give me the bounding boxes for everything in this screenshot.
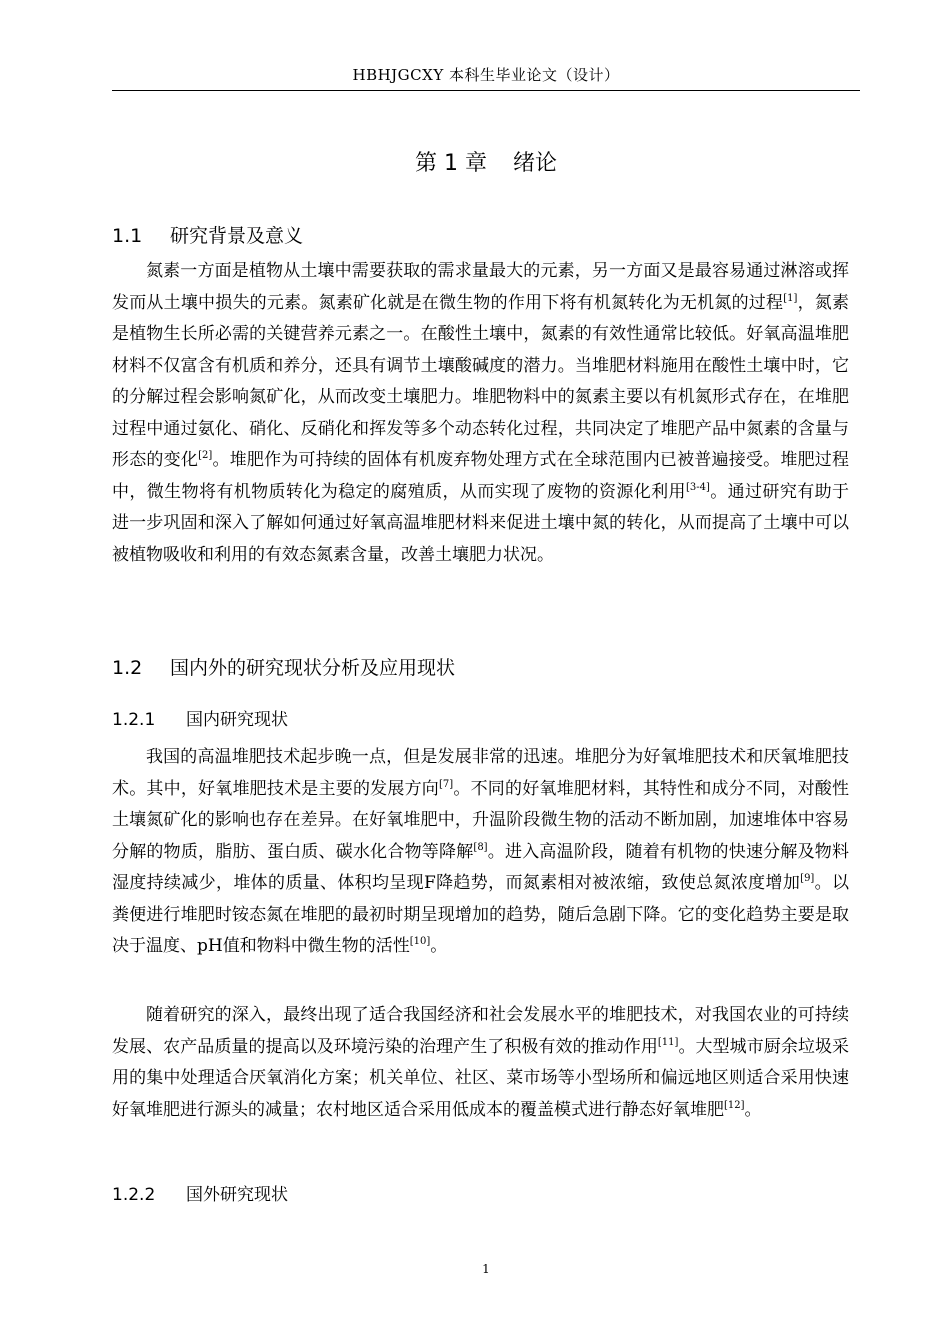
citation: [2] xyxy=(198,450,213,461)
header-rule xyxy=(112,90,860,91)
subsection-title: 国内研究现状 xyxy=(186,710,288,730)
chapter-name: 绪论 xyxy=(512,151,557,176)
citation: [11] xyxy=(657,1036,679,1048)
citation: [8] xyxy=(473,841,488,853)
paragraph-domestic-2: 随着研究的深入，最终出现了适合我国经济和社会发展水平的堆肥技术，对我国农业的可持续发展、农产品质量的提高以及环境污染的治理产生了积极有效的推动作用[11]。大型城市厨余垃圾采用的集中处理适合厌氧消化方案；机关单位、社区、菜市场等小型场所和偏远地区则适合采用快速好氧堆肥进行源头的减量；农村地区适合采用低成本的覆盖模式进行静态好氧堆肥[12]。 xyxy=(112,1005,850,1120)
citation: [12] xyxy=(724,1099,745,1111)
chapter-number: 第 1 章 xyxy=(415,151,487,176)
subsection-title: 国外研究现状 xyxy=(186,1185,288,1205)
section-number: 1.2 xyxy=(112,657,143,679)
paragraph-background: 氮素一方面是植物从土壤中需要获取的需求量最大的元素，另一方面又是最容易通过淋溶或挥发而从土壤中损失的元素。氮素矿化就是在微生物的作用下将有机氮转化为无机氮的过程[1]，氮素是植物生长所必需的关键营养元素之一。在酸性土壤中，氮素的有效性通常比较低。好氧高温堆肥材料不仅富含有机质和养分，还具有调节土壤酸碱度的潜力。当堆肥材料施用在酸性土壤中时，它的分解过程会影响氮矿化，从而改变土壤肥力。堆肥物料中的氮素主要以有机氮形式存在，在堆肥过程中通过氨化、硝化、反硝化和挥发等多个动态转化过程，共同决定了堆肥产品中氮素的含量与形态的变化[2]。堆肥作为可持续的固体有机废弃物处理方式在全球范围内已被普遍接受。堆肥过程中，微生物将有机物质转化为稳定的腐殖质，从而实现了废物的资源化利用[3-4]。通过研究有助于进一步巩固和深入了解如何通过好氧高温堆肥材料来促进土壤中氮的转化，从而提高了土壤中可以被植物吸收和利用的有效态氮素含量，改善土壤肥力状况。 xyxy=(112,261,850,565)
paragraph-domestic-1: 我国的高温堆肥技术起步晚一点，但是发展非常的迅速。堆肥分为好氧堆肥技术和厌氧堆肥技术。其中，好氧堆肥技术是主要的发展方向[7]。不同的好氧堆肥材料，其特性和成分不同，对酸性土壤氮矿化的影响也存在差异。在好氧堆肥中，升温阶段微生物的活动不断加剧，加速堆体中容易分解的物质，脂肪、蛋白质、碳水化合物等降解[8]。进入高温阶段，随着有机物的快速分解及物料湿度持续减少，堆体的质量、体积均呈现F降趋势，而氮素相对被浓缩，致使总氮浓度增加[9]。以粪便进行堆肥时铵态氮在堆肥的最初时期呈现增加的趋势，随后急剧下降。它的变化趋势主要是取决于温度、pH值和物料中微生物的活性[10]。 xyxy=(112,747,850,956)
section-title: 研究背景及意义 xyxy=(170,225,304,247)
subsection-number: 1.2.1 xyxy=(112,710,156,730)
subsection-heading-1-2-2 xyxy=(112,1180,860,1205)
section-number: 1.1 xyxy=(112,225,143,247)
citation: [3-4] xyxy=(685,481,710,493)
citation: [9] xyxy=(800,873,815,884)
subsection-heading-1-2-1 xyxy=(112,705,860,730)
section-heading-1-1 xyxy=(112,221,860,248)
chapter-title xyxy=(112,146,860,177)
section-title: 国内外的研究现状分析及应用现状 xyxy=(170,657,456,679)
section-heading-1-2 xyxy=(112,653,860,680)
running-head: HBHJGCXY 本科生毕业论文（设计） xyxy=(352,66,620,84)
subsection-number: 1.2.2 xyxy=(112,1185,156,1205)
citation: [7] xyxy=(439,778,454,790)
citation: [1] xyxy=(783,292,798,304)
page-number: 1 xyxy=(482,1262,490,1276)
citation: [10] xyxy=(409,936,431,947)
